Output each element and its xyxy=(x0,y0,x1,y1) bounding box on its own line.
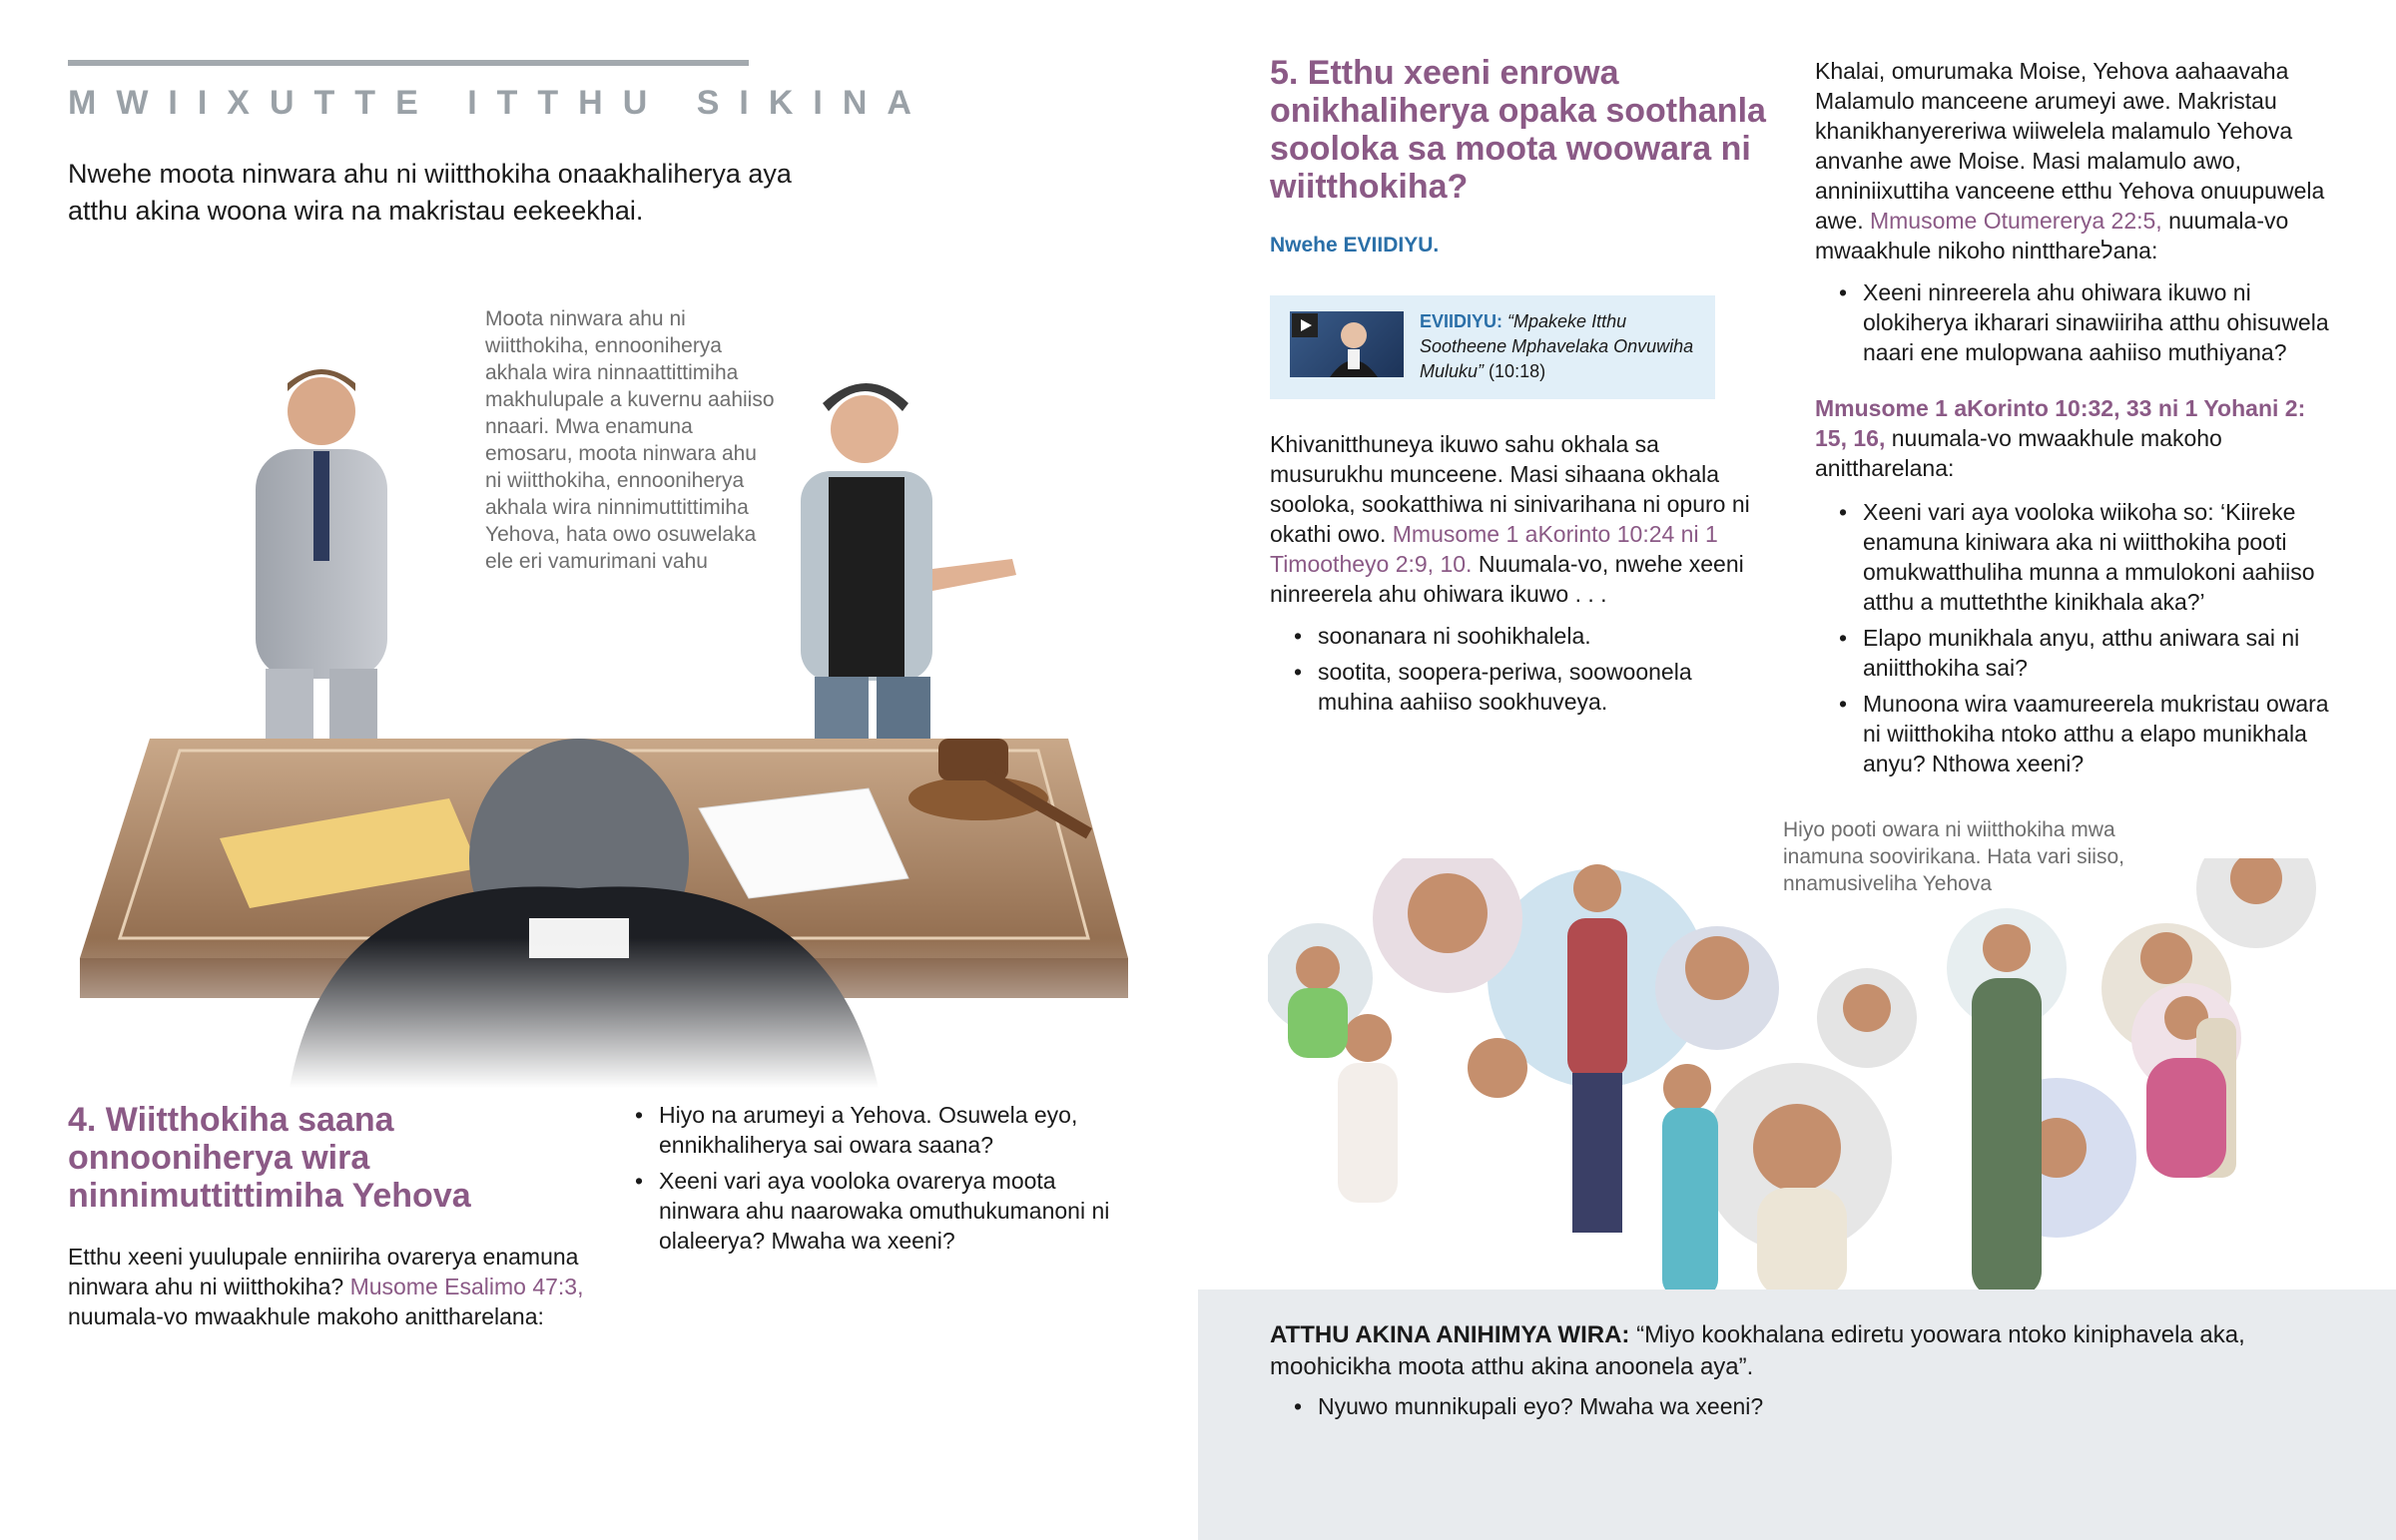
people-caption: Hiyo pooti owara ni wiitthokiha mwa inamuna soovirikana. Hata vari siiso, nnamusiveliha Yehova xyxy=(1783,818,2124,895)
scripture-references-line xyxy=(1815,393,2334,483)
intro-paragraph: Nwehe moota ninwara ahu ni wiitthokiha onaakhaliherya aya atthu akina woona wira na makristau eekeekhai. xyxy=(68,159,792,226)
video-duration: (10:18) xyxy=(1489,361,1546,381)
list-item: • Xeeni vari aya vooloka ovarerya moota ninwara ahu naarowaka omuthukumanoni ni olaleerya? Mwaha wa xeeni? xyxy=(635,1166,1124,1256)
section-5-paragraph xyxy=(1270,429,1779,609)
list-item: • Hiyo na arumeyi a Yehova. Osuwela eyo, ennikhaliherya sai owara saana? xyxy=(635,1100,1124,1160)
paragraph-text: nuumala-vo mwaakhule nikoho nintthareלana: xyxy=(1815,208,2289,263)
paragraph-text: Khalai, omurumaka Moise, Yehova aahaavaha Malamulo manceene arumeyi awe. Makristau khanikhanyereriwa wiiwelela malamulo Yehova anvanhe awe Moise. Masi malamulo awo, anniniixuttiha vanceene etthu Yehova onuupuwela awe. xyxy=(1815,58,2325,234)
section-5-question-list-2 xyxy=(1839,497,2338,784)
viewpoint-text: “Miyo kookhalana ediretu yoowara ntoko kiniphavela aka, moohicikha moota atthu akina anoonela aya”. xyxy=(1270,1321,2245,1380)
section-5-question-list xyxy=(1839,277,2338,373)
section-4-heading: 4. Wiitthokiha saana onnooniherya wira ninnimuttittimiha Yehova xyxy=(68,1101,471,1215)
video-title[interactable] xyxy=(1420,309,1709,384)
list-item: • soonanara ni soohikhalela. xyxy=(1294,621,1773,651)
section-4-questions xyxy=(635,1100,1124,1262)
paragraph-text: Nuumala-vo, nwehe xeeni ninreerela ahu ohiwara ikuwo . . . xyxy=(1270,551,1744,607)
paragraph-text: nuumala-vo mwaakhule makoho anittharelana: xyxy=(1815,425,2222,481)
video-card[interactable] xyxy=(1270,295,1715,399)
paragraph-text: Etthu xeeni yuulupale enniiriha ovarerya enamuna ninwara ahu ni wiitthokiha? xyxy=(68,1244,579,1299)
section-5-heading: 5. Etthu xeeni enrowa onikhaliherya opaka soothanla sooloka sa moota woowara ni wiitthokiha? xyxy=(1270,54,1766,206)
video-thumbnail[interactable] xyxy=(1290,311,1404,377)
people-collage-illustration xyxy=(1268,858,2326,1297)
scripture-reference[interactable]: Mmusome 1 aKorinto 10:32, 33 ni 1 Yohani 2: 15, 16, xyxy=(1815,395,2306,451)
viewpoint-lead: ATTHU AKINA ANIHIMYA WIRA: xyxy=(1270,1321,1630,1348)
video-title-text: “Mpakeke Itthu Sootheene Mphavelaka Onvuwiha Muluku” xyxy=(1420,311,1694,381)
section-5-paragraph-2 xyxy=(1815,56,2334,265)
watch-video-instruction: Nwehe EVIIDIYU. xyxy=(1270,234,1440,257)
viewpoint-questions xyxy=(1294,1391,2192,1427)
section-4-paragraph xyxy=(68,1242,587,1331)
list-item: • Elapo munikhala anyu, atthu aniwara sai ni aniitthokiha sai? xyxy=(1839,623,2338,683)
list-item: • Xeeni ninreerela ahu ohiwara ikuwo ni olokiherya ikharari sinawiiriha atthu ohisuwela naari ene mulopwana aahiiso muthiyana? xyxy=(1839,277,2338,367)
list-item: • Nyuwo munnikupali eyo? Mwaha wa xeeni? xyxy=(1294,1391,2192,1421)
illustration-caption: Moota ninwara ahu ni wiitthokiha, ennooniherya akhala wira ninnaattittimiha makhulupale a kuvernu aahiiso nnaari. Mwa enamuna emosaru, moota ninwara ahu ni wiitthokiha, ennooniherya akhala wira ninnimuttittimiha Yehova, hata owo osuwelaka ele eri vamurimani vahu xyxy=(485,307,775,573)
list-item: • sootita, soopera-periwa, soowoonela muhina aahiiso sookhuveya. xyxy=(1294,657,1773,717)
scripture-reference[interactable]: Musome Esalimo 47:3, xyxy=(349,1274,584,1299)
section-5-list xyxy=(1294,621,1773,723)
kicker-rule xyxy=(68,60,749,66)
scripture-reference[interactable]: Mmusome Otumererya 22:5, xyxy=(1869,208,2162,234)
video-label: EVIIDIYU: xyxy=(1420,311,1503,331)
play-icon[interactable] xyxy=(1292,313,1318,337)
list-item: • Munoona wira vaamureerela mukristau owara ni wiitthokiha ntoko atthu a elapo munikhala anyu? Nthowa xeeni? xyxy=(1839,689,2338,778)
scripture-reference[interactable]: Mmusome 1 aKorinto 10:24 ni 1 Timootheyo 2:9, 10. xyxy=(1270,521,1718,577)
paragraph-text: Khivanitthuneya ikuwo sahu okhala sa musurukhu munceene. Masi sihaana okhala sooloka, sookatthiwa ni sinivarihana ni opuro ni okathi owo. xyxy=(1270,431,1750,547)
viewpoint-quote xyxy=(1270,1319,2298,1383)
paragraph-text: nuumala-vo mwaakhule makoho anittharelana: xyxy=(68,1303,544,1329)
list-item: • Xeeni vari aya vooloka wiikoha so: ‘Kiireke enamuna kiniwara aka ni wiitthokiha pooti omukwatthuliha munna a mmulokoni aahiiso atthu a mutteththe kinikhala aka?’ xyxy=(1839,497,2338,617)
section-kicker: MWIIXUTTE ITTHU SIKINA xyxy=(68,84,931,122)
